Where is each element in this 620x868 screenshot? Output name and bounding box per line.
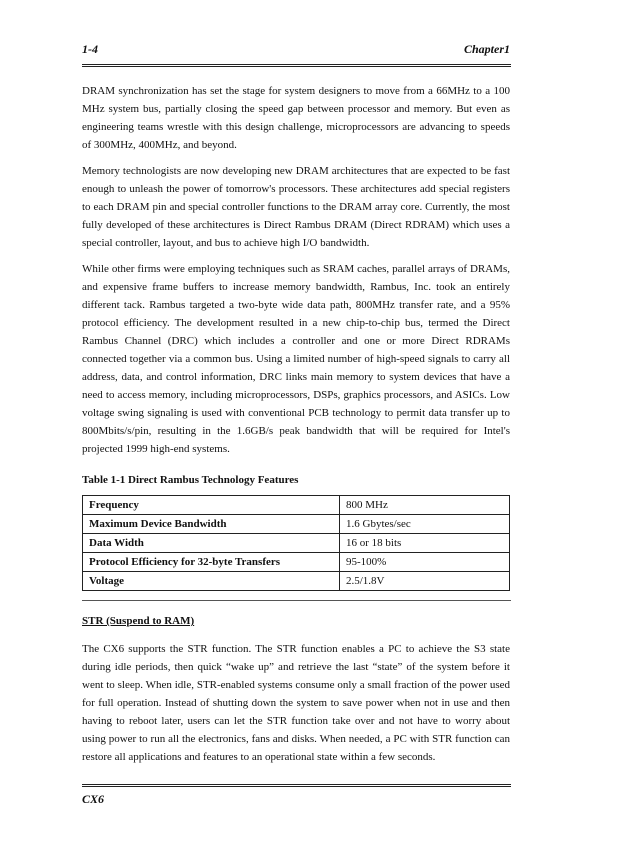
row-value: 2.5/1.8V [340,572,510,591]
str-section [82,612,510,766]
body-paragraph: While other firms were employing techniques such as SRAM caches, parallel arrays of DRAMs, and expensive frame buffers to increase memory bandwidth, Rambus, Inc. took an entirely different tack. Rambus targeted a two-byte wide data path, 800MHz transfer rate, and a 95% protocol efficiency. The development resulted in a new chip-to-chip bus, termed the Direct Rambus Channel (DRC) which includes a controller and one or more Direct RDRAMs connected together via a common bus. Using a limited number of high-speed signals to carry all address, data, and control information, DRC links main memory to system devices that have a need to access memory, including microprocessors, DSPs, graphics processors, and ASICs. Low voltage swing signaling is used with conventional PCB technology to permit data transfer up to 800Mbits/s/pin, resulting in the 1.6GB/s peak bandwidth that will be required for Intel's projected 1999 high-end systems. [82,263,510,455]
row-label: Voltage [83,572,340,591]
main-content [82,82,510,591]
row-label: Frequency [83,496,340,515]
row-label: Protocol Efficiency for 32-byte Transfers [83,553,340,572]
chapter-title: Chapter1 [463,42,510,56]
row-label: Data Width [83,534,340,553]
table-row [83,572,510,591]
section-divider [82,600,511,601]
row-value: 95-100% [340,553,510,572]
table-row [83,553,510,572]
row-value: 1.6 Gbytes/sec [340,515,510,534]
section-heading: STR (Suspend to RAM) [82,615,195,627]
body-paragraph: Memory technologists are now developing new DRAM architectures that are expected to be fast enough to unleash the power of tomorrow's processors. These architectures add special registers to each DRAM pin and special controller functions to the DRAM array core. Currently, the most fully developed of these architectures is Direct Rambus DRAM (Direct RDRAM) which uses a special controller, layout, and bus to achieve high I/O bandwidth. [82,165,510,249]
body-paragraph: The CX6 supports the STR function. The STR function enables a PC to achieve the S3 state during idle periods, then quick “wake up” and retrieve the last “state” of the system before it went to sleep. When idle, STR-enabled systems consume only a small fraction of the power used for full operation. Instead of shutting down the system to save power when not in use and then having to reboot later, users can let the STR function take over and not have to worry about using power to run all the electronics, fans and disks. When needed, a PC with STR function can restore all applications and features to an operational state within a few seconds. [82,643,510,763]
features-table [82,495,510,591]
header-rule [82,64,511,67]
body-paragraph: DRAM synchronization has set the stage for system designers to move from a 66MHz to a 100 MHz system bus, partially closing the speed gap between processor and memory. But even as engineering teams wrestle with this design challenge, microprocessors are advancing to speeds of 300MHz, 400MHz, and beyond. [82,85,510,151]
footer-model: CX6 [82,792,105,806]
row-value: 800 MHz [340,496,510,515]
footer-rule [82,784,511,787]
page-header [82,42,510,60]
row-label: Maximum Device Bandwidth [83,515,340,534]
table-row [83,496,510,515]
page-number: 1-4 [82,42,98,56]
table-row [83,534,510,553]
table-row [83,515,510,534]
table-caption: Table 1-1 Direct Rambus Technology Features [82,474,299,486]
row-value: 16 or 18 bits [340,534,510,553]
